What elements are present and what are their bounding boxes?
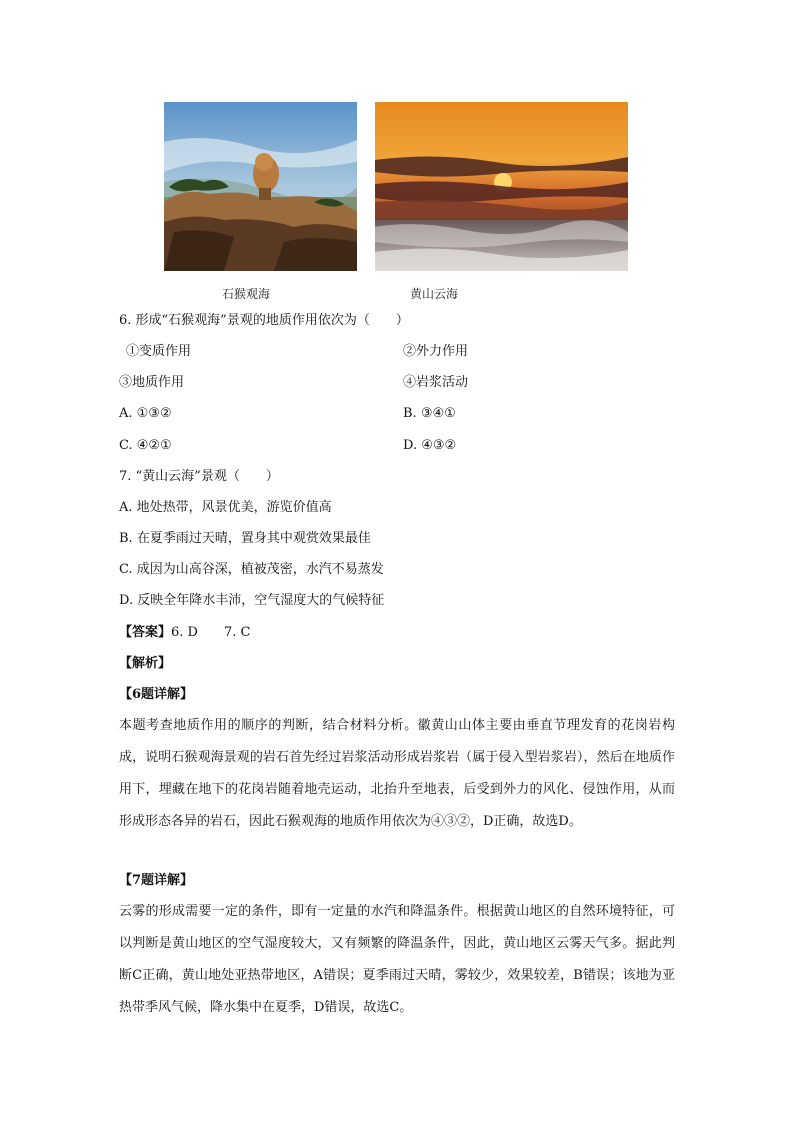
stone-monkey-photo bbox=[164, 102, 357, 271]
q6-analysis-text: 本题考查地质作用的顺序的判断，结合材料分析。徽黄山山体主要由垂直节理发育的花岗岩构成，说明石猴观海景观的岩石首先经过岩浆活动形成岩浆岩（属于侵入型岩浆岩），然后在地质作用下，埋藏在地下的花岗岩随着地壳运动，北抬升至地表，后受到外力的风化、侵蚀作用，从而形成形态各异的岩石，因此石猴观海的地质作用依次为④③②，D正确，故选D。 bbox=[119, 718, 675, 829]
q6-option-b: B. ③④① bbox=[403, 406, 456, 421]
answer-label: 【答案】 bbox=[119, 625, 172, 640]
sea-of-clouds-photo bbox=[375, 102, 628, 271]
answer-text: 6. D 7. C bbox=[171, 625, 251, 640]
q6-option-a: A. ①③② bbox=[119, 406, 172, 421]
q6-item-1: ①变质作用 bbox=[126, 344, 192, 359]
question-6-stem: 6. 形成“石猴观海”景观的地质作用依次为（ ） bbox=[119, 313, 409, 328]
q7-option-c: C. 成因为山高谷深，植被茂密，水汽不易蒸发 bbox=[119, 562, 384, 577]
q7-option-d: D. 反映全年降水丰沛，空气湿度大的气候特征 bbox=[119, 593, 385, 608]
figure-caption: 黄山云海 bbox=[410, 287, 459, 301]
q6-item-2: ②外力作用 bbox=[403, 344, 469, 359]
q6-item-4: ④岩浆活动 bbox=[403, 375, 469, 390]
analysis-label: 【解析】 bbox=[119, 656, 172, 671]
q6-analysis-title: 【6题详解】 bbox=[119, 687, 194, 702]
question-7-stem: 7. “黄山云海”景观（ ） bbox=[119, 469, 279, 484]
q6-option-d: D. ④③② bbox=[403, 438, 457, 453]
q6-option-c: C. ④②① bbox=[119, 438, 172, 453]
q7-analysis-title: 【7题详解】 bbox=[119, 873, 194, 888]
figure-caption: 石猴观海 bbox=[222, 287, 271, 301]
q7-option-b: B. 在夏季雨过天晴，置身其中观赏效果最佳 bbox=[119, 531, 371, 546]
q6-item-3: ③地质作用 bbox=[119, 375, 185, 390]
q7-analysis-text: 云雾的形成需要一定的条件，即有一定量的水汽和降温条件。根据黄山地区的自然环境特征，可以判断是黄山地区的空气湿度较大，又有频繁的降温条件，因此，黄山地区云雾天气多。据此判断C正确，黄山地处亚热带地区，A错误；夏季雨过天晴，雾较少，效果较差，B错误；该地为亚热带季风气候，降水集中在夏季，D错误，故选C。 bbox=[119, 904, 675, 1015]
answer-line bbox=[119, 625, 250, 641]
q7-option-a: A. 地处热带，风景优美，游览价值高 bbox=[119, 500, 332, 515]
